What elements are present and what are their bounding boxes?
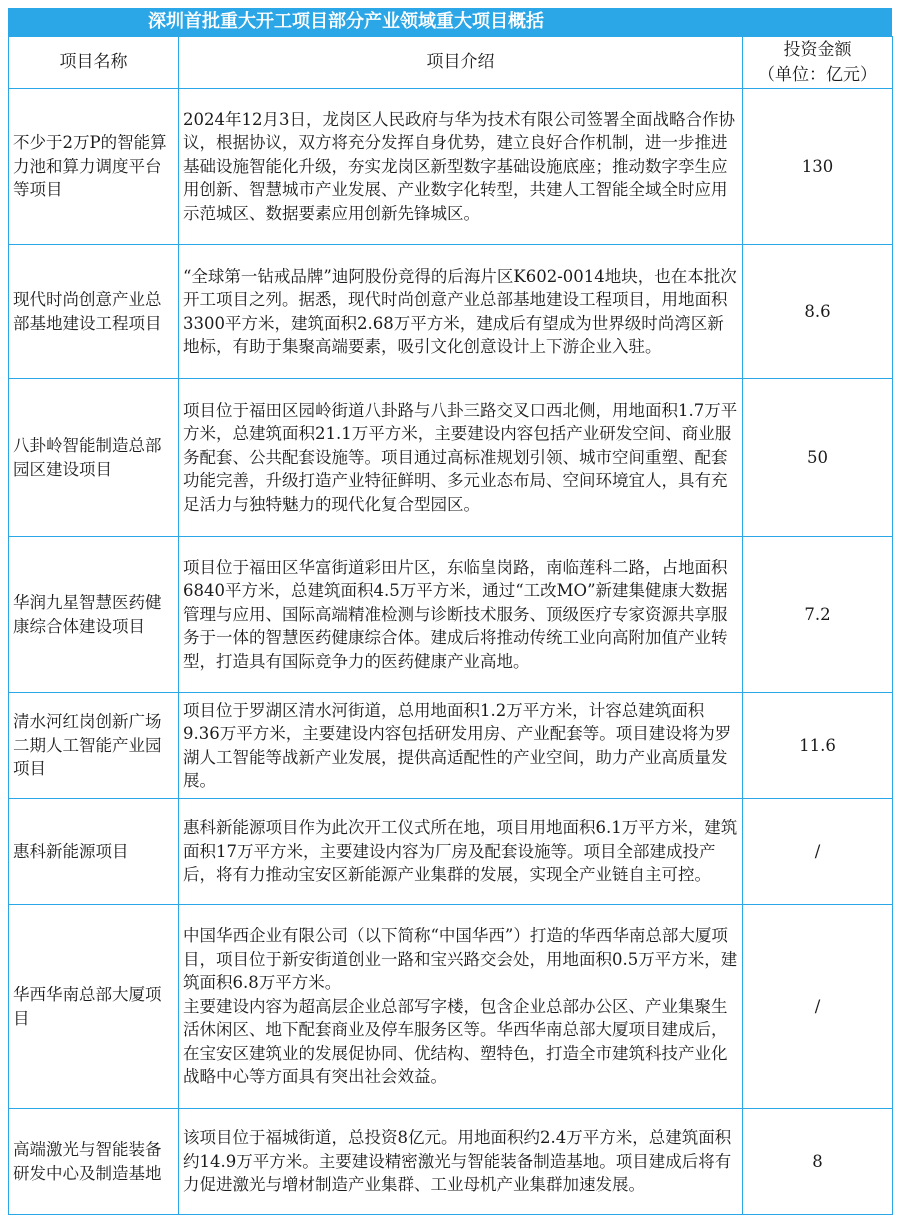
project-intro-paragraph: 中国华西企业有限公司（以下简称“中国华西”）打造的华西华南总部大厦项目，项目位于新安街道创业一路和宝兴路交会处，用地面积0.5万平方米，建筑面积6.8万平方米。 — [183, 926, 738, 993]
project-intro: 惠科新能源项目作为此次开工仪式所在地，项目用地面积6.1万平方米，建筑面积17万平方米，主要建设内容为厂房及配套设施等。项目全部建成投产后，将有力推动宝安区新能源产业集群的发展，实现全产业链自主可控。 — [179, 799, 743, 905]
project-name: 清水河红岗创新广场二期人工智能产业园项目 — [9, 693, 179, 799]
investment-amount: 8.6 — [743, 245, 893, 379]
header-row — [9, 37, 893, 89]
header-amount-line1: 投资金额 — [783, 39, 852, 60]
table-row — [9, 379, 893, 537]
table-row — [9, 245, 893, 379]
investment-amount: 50 — [743, 379, 893, 537]
table-row — [9, 537, 893, 693]
project-intro: 项目位于福田区华富街道彩田片区，东临皇岗路，南临莲科二路，占地面积6840平方米，总建筑面积4.5万平方米，通过“工改MO”新建集健康大数据管理与应用、国际高端精准检测与诊断技术服务、顶级医疗专家资源共享服务于一体的智慧医药健康综合体。建成后将推动传统工业向高附加值产业转型，打造具有国际竞争力的医药健康产业高地。 — [179, 537, 743, 693]
projects-table — [8, 36, 893, 1215]
header-project-name: 项目名称 — [9, 37, 179, 89]
investment-amount: 11.6 — [743, 693, 893, 799]
project-name: 现代时尚创意产业总部基地建设工程项目 — [9, 245, 179, 379]
investment-amount: 8 — [743, 1109, 893, 1215]
project-name: 高端激光与智能装备研发中心及制造基地 — [9, 1109, 179, 1215]
table-row — [9, 1109, 893, 1215]
project-intro: 项目位于福田区园岭街道八卦路与八卦三路交叉口西北侧，用地面积1.7万平方米，总建筑面积21.1万平方米，主要建设内容包括产业研发空间、商业服务配套、公共配套设施等。项目通过高标准规划引领、城市空间重塑、配套功能完善，升级打造产业特征鲜明、多元业态布局、空间环境宜人，具有充足活力与独特魅力的现代化复合型园区。 — [179, 379, 743, 537]
project-name: 华润九星智慧医药健康综合体建设项目 — [9, 537, 179, 693]
table-row — [9, 89, 893, 245]
project-intro: 该项目位于福城街道，总投资8亿元。用地面积约2.4万平方米，总建筑面积约14.9万平方米。主要建设精密激光与智能装备制造基地。项目建成后将有力促进激光与增材制造产业集群、工业母机产业集群加速发展。 — [179, 1109, 743, 1215]
project-intro: 2024年12月3日，龙岗区人民政府与华为技术有限公司签署全面战略合作协议，根据协议，双方将充分发挥自身优势，建立良好合作机制，进一步推进基础设施智能化升级，夯实龙岗区新型数字基础设施底座；推动数字孪生应用创新、智慧城市产业发展、产业数字化转型，共建人工智能全域全时应用示范城区、数据要素应用创新先锋城区。 — [179, 89, 743, 245]
investment-amount: / — [743, 905, 893, 1109]
table-row — [9, 905, 893, 1109]
header-investment-amount — [743, 37, 893, 89]
header-amount-line2: （单位：亿元） — [758, 64, 877, 85]
project-name: 惠科新能源项目 — [9, 799, 179, 905]
project-name: 不少于2万P的智能算力池和算力调度平台等项目 — [9, 89, 179, 245]
investment-amount: / — [743, 799, 893, 905]
table-row — [9, 693, 893, 799]
header-project-intro: 项目介绍 — [179, 37, 743, 89]
table-title: 深圳首批重大开工项目部分产业领域重大项目概括 — [8, 8, 892, 36]
project-intro: 项目位于罗湖区清水河街道，总用地面积1.2万平方米，计容总建筑面积9.36万平方米，主要建设内容包括研发用房、产业配套等。项目建设将为罗湖人工智能等战新产业发展，提供高适配性的产业空间，助力产业高质量发展。 — [179, 693, 743, 799]
project-name: 华西华南总部大厦项目 — [9, 905, 179, 1109]
table-row — [9, 799, 893, 905]
project-intro-paragraph: 主要建设内容为超高层企业总部写字楼，包含企业总部办公区、产业集聚生活休闲区、地下配套商业及停车服务区等。华西华南总部大厦项目建成后，在宝安区建筑业的发展促协同、优结构、塑特色，打造全市建筑科技产业化战略中心等方面具有突出社会效益。 — [183, 996, 728, 1087]
investment-amount: 7.2 — [743, 537, 893, 693]
project-intro: “全球第一钻戒品牌”迪阿股份竞得的后海片区K602-0014地块，也在本批次开工项目之列。据悉，现代时尚创意产业总部基地建设工程项目，用地面积3300平方米，建筑面积2.68万平方米，建成后有望成为世界级时尚湾区新地标，有助于集聚高端要素，吸引文化创意设计上下游企业入驻。 — [179, 245, 743, 379]
project-intro — [179, 905, 743, 1109]
project-name: 八卦岭智能制造总部园区建设项目 — [9, 379, 179, 537]
investment-amount: 130 — [743, 89, 893, 245]
